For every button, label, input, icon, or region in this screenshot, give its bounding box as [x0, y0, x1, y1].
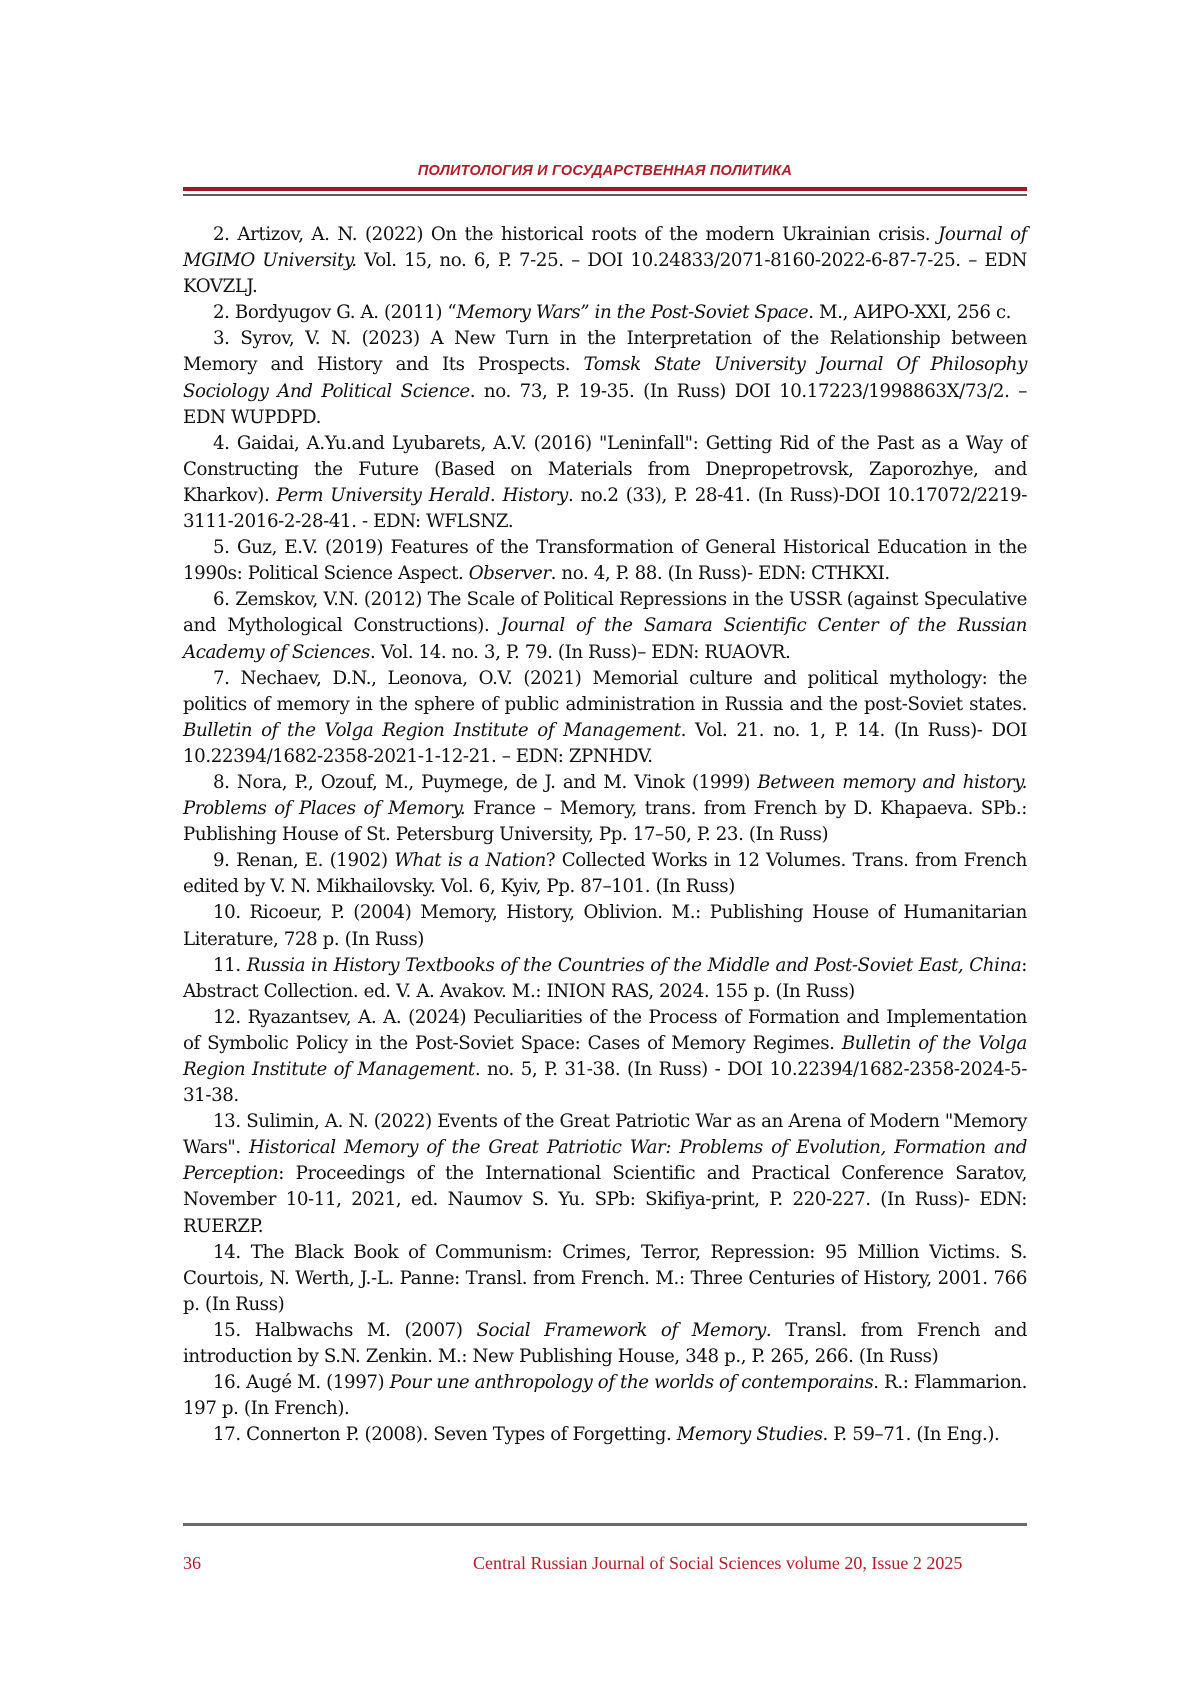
reference-text: 7. Nechaev, D.N., Leonova, O.V. (2021) Memorial culture and political mythology: the politics of memory in the sphere of public administration in Russia and the post-Soviet states. [183, 667, 1027, 715]
reference-text: 14. The Black Book of Communism: Crimes, Terror, Repression: 95 Million Victims. S. Courtois, N. Werth, J.-L. Panne: Transl. from French. M.: Three Centuries of History, 2001. 766 p. (In Russ) [183, 1241, 1027, 1315]
reference-title-italic: What is a Nation [394, 850, 546, 872]
reference-text: . Transl. from French and introduction by S.N. Zenkin. M.: New Publishing House, 348 p., P. 265, 266. (In Russ) [183, 1319, 1028, 1368]
reference-text: . R.: Flammarion. 197 p. (In French). [183, 1372, 1028, 1420]
footer-rule [183, 1523, 1027, 1526]
reference-text: . Vol. 21. no. 1, P. 14. (In Russ)- DOI 10.22394/1682-2358-2021-1-12-21. – EDN: ZPNHDV. [183, 719, 1027, 767]
footer-journal-title: Central Russian Journal of Social Sciences volume 20, Issue 2 2025 [473, 1553, 963, 1573]
reference-title-italic: Perm University Herald. History [276, 484, 568, 506]
reference-text: 11. [213, 954, 247, 976]
reference-item [183, 848, 1027, 900]
reference-text: . no. 73, P. 19-35. (In Russ) DOI 10.17223/1998863X/73/2. – EDN WUPDPD. [183, 380, 1027, 428]
reference-text: ? Collected Works in 12 Volumes. Trans. from French edited by V. N. Mikhailovsky. Vol. 6, Kyiv, Pp. 87–101. (In Russ) [183, 850, 1027, 898]
reference-text: 15. Halbwachs M. (2007) [213, 1319, 477, 1341]
reference-item [183, 1109, 1027, 1239]
reference-title-italic: Observer [468, 563, 551, 585]
reference-text: . no.2 (33), P. 28-41. (In Russ)-DOI 10.17072/2219-3111-2016-2-28-41. - EDN: WFLSNZ. [183, 484, 1027, 533]
reference-text: 3. Syrov, V. N. (2023) A New Turn in the Interpretation of the Relationship between Memory and History and Its Prospects. [183, 328, 1027, 376]
reference-title-italic: Between memory and history. Problems of Places of Memory. [183, 771, 1027, 820]
reference-item [183, 953, 1027, 1005]
reference-text: 16. Augé M. (1997) [213, 1372, 390, 1394]
reference-item [183, 900, 1027, 952]
reference-text: 12. Ryazantsev, A. A. (2024) Peculiarities of the Process of Formation and Implementation of Symbolic Policy in the Post-Soviet Space: Cases of Memory Regimes. [183, 1006, 1027, 1054]
reference-text: 2. Artizov, A. N. (2022) On the historical roots of the modern Ukrainian crisis. [213, 224, 939, 245]
reference-item [183, 666, 1027, 770]
reference-item [183, 1005, 1027, 1109]
reference-text: : Proceedings of the International Scientific and Practical Conference Saratov, November 10-11, 2021, ed. Naumov S. Yu. SPb: Skifiya-print, P. 220-227. (In Russ)- EDN: RUERZP. [183, 1163, 1027, 1237]
reference-title-italic: Memory Wars” in the Post-Soviet Space [456, 302, 809, 324]
reference-title-italic: Bulletin of the Volga Region Institute of Management [183, 719, 681, 741]
page-number: 36 [183, 1553, 201, 1573]
reference-title-italic: Journal of MGIMO University. [183, 224, 1027, 272]
reference-item [183, 1240, 1027, 1318]
reference-item [183, 222, 1027, 300]
reference-item [183, 1422, 1027, 1448]
header-rule-thick [183, 187, 1027, 191]
reference-title-italic: Russia in History Textbooks of the Countries of the Middle and Post-Soviet East, China [246, 954, 1022, 976]
reference-text: 9. Renan, E. (1902) [213, 850, 395, 872]
reference-text: . no. 4, P. 88. (In Russ)- EDN: CTHKXI. [550, 563, 890, 585]
reference-title-italic: Tomsk State University Journal Of Philosophy Sociology And Political Science [183, 354, 1027, 402]
reference-text: . no. 5, P. 31-38. (In Russ) - DOI 10.22394/1682-2358-2024-5-31-38. [183, 1059, 1027, 1107]
reference-item [183, 770, 1027, 848]
reference-item [183, 431, 1027, 535]
reference-title-italic: Memory Studies [676, 1424, 823, 1446]
reference-text: 6. Zemskov, V.N. (2012) The Scale of Political Repressions in the USSR (against Speculative and Mythological Constructions). [183, 589, 1027, 637]
reference-title-italic: Social Framework of Memory [476, 1319, 766, 1341]
reference-text: . Vol. 14. no. 3, P. 79. (In Russ)– EDN: RUAOVR. [369, 641, 791, 663]
reference-item [183, 587, 1027, 665]
reference-text: Vol. 15, no. 6, P. 7-25. – DOI 10.24833/2071-8160-2022-6-87-7-25. – EDN KOVZLJ. [183, 250, 1027, 298]
header-rule-thin [183, 194, 1027, 196]
reference-text: France – Memory, trans. from French by D. Khapaeva. SPb.: Publishing House of St. Petersburg University, Pp. 17–50, P. 23. (In Russ) [183, 798, 1027, 846]
reference-title-italic: Bulletin of the Volga Region Institute of Management [183, 1032, 1027, 1080]
reference-text: 13. Sulimin, A. N. (2022) Events of the Great Patriotic War as an Arena of Modern "Memory Wars". [183, 1111, 1027, 1159]
reference-title-italic: Historical Memory of the Great Patriotic War: Problems of Evolution, Formation and Perception [183, 1137, 1027, 1185]
reference-text: 8. Nora, P., Ozouf, M., Puymege, de J. and M. Vinok (1999) [213, 771, 758, 793]
reference-text: . M., АИРО-XXI, 256 c. [808, 302, 1012, 324]
reference-item [183, 326, 1027, 430]
reference-item [183, 1318, 1027, 1370]
reference-item [183, 535, 1027, 587]
reference-text: 4. Gaidai, A.Yu.and Lyubarets, A.V. (2016) "Leninfall": Getting Rid of the Past as a Way of Constructing the Future (Based on Materials from Dnepropetrovsk, Zaporozhye, and Kharkov). [183, 432, 1027, 506]
reference-text: 10. Ricoeur, P. (2004) Memory, History, Oblivion. M.: Publishing House of Humanitarian Literature, 728 p. (In Russ) [183, 902, 1027, 950]
reference-title-italic: Journal of the Samara Scientific Center of the Russian Academy of Sciences [183, 615, 1027, 663]
reference-text: : Abstract Collection. ed. V. A. Avakov. M.: INION RAS, 2024. 155 p. (In Russ) [183, 954, 1028, 1002]
reference-item [183, 1370, 1027, 1422]
running-header: ПОЛИТОЛОГИЯ И ГОСУДАРСТВЕННАЯ ПОЛИТИКА [417, 163, 793, 179]
reference-text: 2. Bordyugov G. A. (2011) “ [213, 302, 457, 324]
reference-list [183, 222, 1027, 1448]
reference-text: 17. Connerton P. (2008). Seven Types of Forgetting. [213, 1424, 677, 1446]
reference-item [183, 300, 1027, 326]
reference-text: . P. 59–71. (In Eng.). [822, 1424, 1000, 1446]
reference-text: 5. Guz, E.V. (2019) Features of the Transformation of General Historical Education in the 1990s: Political Science Aspect. [183, 537, 1027, 585]
reference-title-italic: Pour une anthropology of the worlds of contemporains [389, 1372, 874, 1394]
